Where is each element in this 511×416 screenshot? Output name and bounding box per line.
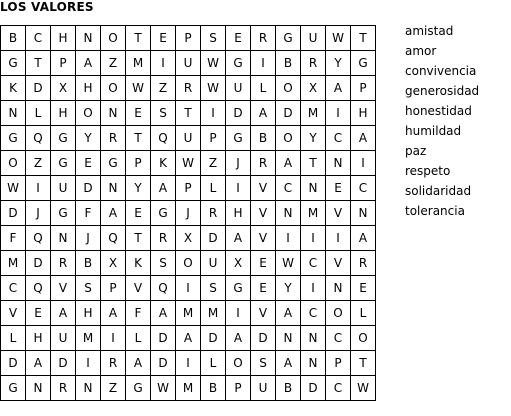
grid-cell: A [176, 326, 201, 351]
grid-cell: B [276, 376, 301, 401]
grid-cell: R [101, 126, 126, 151]
grid-cell: D [201, 326, 226, 351]
grid-cell: P [226, 376, 251, 401]
grid-cell: C [301, 301, 326, 326]
grid-cell: T [351, 351, 376, 376]
grid-cell: W [1, 176, 26, 201]
grid-cell: Q [151, 126, 176, 151]
grid-cell: L [126, 326, 151, 351]
grid-cell: T [126, 126, 151, 151]
grid-cell: S [151, 251, 176, 276]
grid-cell: I [201, 101, 226, 126]
grid-cell: S [151, 101, 176, 126]
grid-cell: O [276, 126, 301, 151]
word-item: paz [405, 144, 427, 158]
grid-cell: J [76, 226, 101, 251]
grid-cell: G [51, 126, 76, 151]
grid-cell: N [351, 201, 376, 226]
grid-cell: R [351, 251, 376, 276]
grid-cell: G [1, 376, 26, 401]
grid-cell: R [176, 76, 201, 101]
grid-cell: T [126, 226, 151, 251]
grid-cell: F [126, 301, 151, 326]
grid-cell: Z [201, 151, 226, 176]
grid-cell: M [176, 301, 201, 326]
grid-cell: O [226, 351, 251, 376]
grid-cell: C [326, 326, 351, 351]
grid-cell: N [101, 101, 126, 126]
grid-cell: Q [101, 226, 126, 251]
grid-row [1, 201, 376, 226]
grid-cell: T [351, 26, 376, 51]
grid-cell: Y [276, 276, 301, 301]
grid-row [1, 101, 376, 126]
grid-cell: Q [151, 276, 176, 301]
grid-cell: K [151, 151, 176, 176]
grid-cell: C [326, 376, 351, 401]
grid-cell: N [326, 151, 351, 176]
grid-cell: O [351, 326, 376, 351]
grid-cell: Q [26, 126, 51, 151]
grid-cell: N [276, 326, 301, 351]
grid-cell: O [76, 101, 101, 126]
grid-cell: A [276, 151, 301, 176]
grid-cell: B [251, 126, 276, 151]
grid-cell: X [51, 76, 76, 101]
grid-cell: W [151, 376, 176, 401]
grid-cell: C [26, 26, 51, 51]
grid-cell: D [26, 76, 51, 101]
grid-cell: E [251, 251, 276, 276]
grid-cell: A [101, 301, 126, 326]
grid-cell: A [276, 301, 301, 326]
grid-cell: G [51, 151, 76, 176]
grid-cell: I [176, 351, 201, 376]
grid-cell: J [26, 201, 51, 226]
grid-cell: X [301, 76, 326, 101]
grid-cell: U [226, 76, 251, 101]
grid-cell: O [101, 76, 126, 101]
grid-cell: G [126, 376, 151, 401]
grid-cell: H [26, 326, 51, 351]
grid-cell: I [151, 51, 176, 76]
grid-cell: C [1, 276, 26, 301]
grid-cell: I [226, 176, 251, 201]
grid-cell: L [201, 351, 226, 376]
grid-cell: G [276, 26, 301, 51]
grid-cell: N [326, 276, 351, 301]
grid-cell: I [326, 101, 351, 126]
grid-cell: T [301, 151, 326, 176]
grid-cell: I [351, 151, 376, 176]
grid-cell: Y [76, 126, 101, 151]
grid-cell: I [326, 226, 351, 251]
grid-cell: R [51, 376, 76, 401]
grid-cell: T [126, 26, 151, 51]
grid-cell: V [1, 301, 26, 326]
grid-cell: D [51, 351, 76, 376]
grid-cell: D [1, 201, 26, 226]
grid-cell: D [251, 326, 276, 351]
grid-cell: U [51, 326, 76, 351]
grid-cell: T [26, 51, 51, 76]
grid-cell: H [226, 201, 251, 226]
grid-cell: M [76, 326, 101, 351]
grid-cell: A [351, 126, 376, 151]
grid-cell: N [51, 226, 76, 251]
grid-cell: V [251, 226, 276, 251]
grid-row [1, 326, 376, 351]
grid-cell: M [176, 376, 201, 401]
grid-cell: W [201, 76, 226, 101]
grid-cell: A [351, 226, 376, 251]
grid-cell: V [251, 176, 276, 201]
grid-cell: I [301, 276, 326, 301]
grid-cell: E [251, 276, 276, 301]
grid-row [1, 26, 376, 51]
grid-row [1, 126, 376, 151]
grid-row [1, 251, 376, 276]
word-item: tolerancia [405, 204, 465, 218]
grid-cell: N [276, 201, 301, 226]
grid-cell: D [301, 376, 326, 401]
grid-cell: R [251, 26, 276, 51]
grid-cell: D [151, 326, 176, 351]
grid-cell: I [251, 51, 276, 76]
grid-cell: G [1, 126, 26, 151]
grid-row [1, 226, 376, 251]
grid-cell: X [176, 226, 201, 251]
grid-cell: U [301, 26, 326, 51]
grid-row [1, 176, 376, 201]
grid-cell: E [126, 201, 151, 226]
grid-cell: E [326, 176, 351, 201]
grid-cell: V [51, 276, 76, 301]
grid-cell: G [226, 126, 251, 151]
grid-cell: G [226, 276, 251, 301]
grid-cell: P [201, 126, 226, 151]
grid-cell: O [276, 76, 301, 101]
grid-cell: Y [326, 51, 351, 76]
grid-cell: Z [101, 376, 126, 401]
grid-cell: H [51, 101, 76, 126]
grid-cell: E [351, 276, 376, 301]
grid-cell: E [151, 26, 176, 51]
grid-cell: A [26, 351, 51, 376]
grid-cell: L [351, 301, 376, 326]
grid-cell: D [276, 101, 301, 126]
grid-cell: L [251, 76, 276, 101]
grid-cell: A [251, 101, 276, 126]
grid-cell: U [201, 251, 226, 276]
grid-cell: N [301, 326, 326, 351]
grid-cell: H [51, 26, 76, 51]
grid-row [1, 376, 376, 401]
grid-cell: B [76, 251, 101, 276]
grid-cell: T [176, 101, 201, 126]
word-search-grid [0, 25, 376, 401]
grid-cell: I [226, 301, 251, 326]
grid-cell: J [176, 201, 201, 226]
grid-cell: U [51, 176, 76, 201]
grid-cell: L [1, 326, 26, 351]
grid-cell: B [1, 26, 26, 51]
grid-cell: Q [26, 276, 51, 301]
grid-cell: P [351, 76, 376, 101]
grid-cell: D [151, 351, 176, 376]
grid-cell: A [276, 351, 301, 376]
grid-cell: G [1, 51, 26, 76]
grid-cell: Q [26, 226, 51, 251]
grid-cell: W [126, 76, 151, 101]
grid-cell: N [76, 376, 101, 401]
grid-cell: M [126, 51, 151, 76]
grid-cell: Z [26, 151, 51, 176]
page-title: LOS VALORES [0, 0, 94, 14]
grid-cell: E [26, 301, 51, 326]
grid-cell: Z [151, 76, 176, 101]
grid-cell: R [51, 251, 76, 276]
grid-cell: C [326, 126, 351, 151]
grid-cell: B [201, 376, 226, 401]
grid-cell: A [226, 226, 251, 251]
grid-cell: R [201, 201, 226, 226]
grid-cell: A [226, 326, 251, 351]
grid-cell: M [201, 301, 226, 326]
grid-row [1, 51, 376, 76]
grid-cell: N [76, 26, 101, 51]
grid-cell: I [26, 176, 51, 201]
grid-cell: L [26, 101, 51, 126]
grid-cell: X [226, 251, 251, 276]
grid-cell: W [326, 26, 351, 51]
grid-cell: W [351, 376, 376, 401]
grid-cell: X [101, 251, 126, 276]
grid-cell: S [76, 276, 101, 301]
grid-cell: P [101, 276, 126, 301]
grid-cell: W [276, 251, 301, 276]
grid-row [1, 76, 376, 101]
grid-cell: H [76, 301, 101, 326]
grid-cell: I [101, 326, 126, 351]
grid-cell: C [276, 176, 301, 201]
grid-cell: A [151, 176, 176, 201]
grid-cell: N [301, 176, 326, 201]
grid-cell: S [251, 351, 276, 376]
grid-cell: R [151, 226, 176, 251]
grid-cell: K [1, 76, 26, 101]
grid-cell: A [326, 76, 351, 101]
grid-cell: N [1, 101, 26, 126]
grid-cell: I [76, 351, 101, 376]
grid-cell: K [126, 251, 151, 276]
grid-cell: I [176, 276, 201, 301]
grid-cell: E [126, 101, 151, 126]
word-list [405, 22, 479, 222]
grid-row [1, 301, 376, 326]
grid-cell: W [201, 51, 226, 76]
grid-cell: H [76, 76, 101, 101]
grid-cell: V [326, 251, 351, 276]
grid-cell: D [26, 251, 51, 276]
grid-cell: O [176, 251, 201, 276]
grid-cell: E [76, 151, 101, 176]
grid-cell: C [301, 251, 326, 276]
word-item: amor [405, 44, 437, 58]
grid-cell: E [226, 26, 251, 51]
word-item: convivencia [405, 64, 477, 78]
grid-cell: Z [101, 51, 126, 76]
grid-cell: S [201, 276, 226, 301]
grid-cell: N [101, 176, 126, 201]
grid-cell: O [1, 151, 26, 176]
grid-cell: A [126, 351, 151, 376]
grid-cell: J [226, 151, 251, 176]
grid-cell: G [151, 201, 176, 226]
grid-cell: B [276, 51, 301, 76]
grid-row [1, 151, 376, 176]
grid-cell: G [101, 151, 126, 176]
grid-cell: V [326, 201, 351, 226]
grid-cell: R [301, 51, 326, 76]
grid-cell: M [1, 251, 26, 276]
grid-cell: D [226, 101, 251, 126]
grid-row [1, 276, 376, 301]
grid-cell: G [226, 51, 251, 76]
grid-cell: U [176, 51, 201, 76]
grid-cell: H [351, 101, 376, 126]
grid-cell: P [326, 351, 351, 376]
grid-cell: M [301, 101, 326, 126]
grid-cell: D [76, 176, 101, 201]
grid-cell: N [26, 376, 51, 401]
grid-cell: S [201, 26, 226, 51]
grid-cell: N [301, 351, 326, 376]
grid-cell: Y [301, 126, 326, 151]
grid-cell: V [126, 276, 151, 301]
grid-cell: G [51, 201, 76, 226]
grid-cell: G [351, 51, 376, 76]
grid-cell: V [251, 301, 276, 326]
grid-cell: R [101, 351, 126, 376]
grid-cell: I [301, 226, 326, 251]
grid-cell: D [1, 351, 26, 376]
grid-cell: A [151, 301, 176, 326]
grid-cell: F [1, 226, 26, 251]
grid-cell: P [51, 51, 76, 76]
word-item: honestidad [405, 104, 472, 118]
grid-cell: F [76, 201, 101, 226]
grid-cell: U [176, 126, 201, 151]
grid-row [1, 351, 376, 376]
word-item: amistad [405, 24, 454, 38]
grid-cell: A [51, 301, 76, 326]
grid-cell: A [76, 51, 101, 76]
grid-cell: P [176, 26, 201, 51]
grid-cell: D [201, 226, 226, 251]
grid-cell: O [326, 301, 351, 326]
grid-cell: W [176, 151, 201, 176]
grid-cell: I [276, 226, 301, 251]
grid-cell: Y [126, 176, 151, 201]
grid-cell: V [251, 201, 276, 226]
word-item: solidaridad [405, 184, 472, 198]
grid-cell: C [351, 176, 376, 201]
grid-cell: A [101, 201, 126, 226]
grid-cell: R [251, 151, 276, 176]
grid-cell: P [126, 151, 151, 176]
grid-cell: M [301, 201, 326, 226]
grid-cell: L [201, 176, 226, 201]
grid-cell: P [176, 176, 201, 201]
grid-cell: O [101, 26, 126, 51]
word-item: humildad [405, 124, 462, 138]
word-item: generosidad [405, 84, 480, 98]
word-item: respeto [405, 164, 451, 178]
grid-cell: U [251, 376, 276, 401]
